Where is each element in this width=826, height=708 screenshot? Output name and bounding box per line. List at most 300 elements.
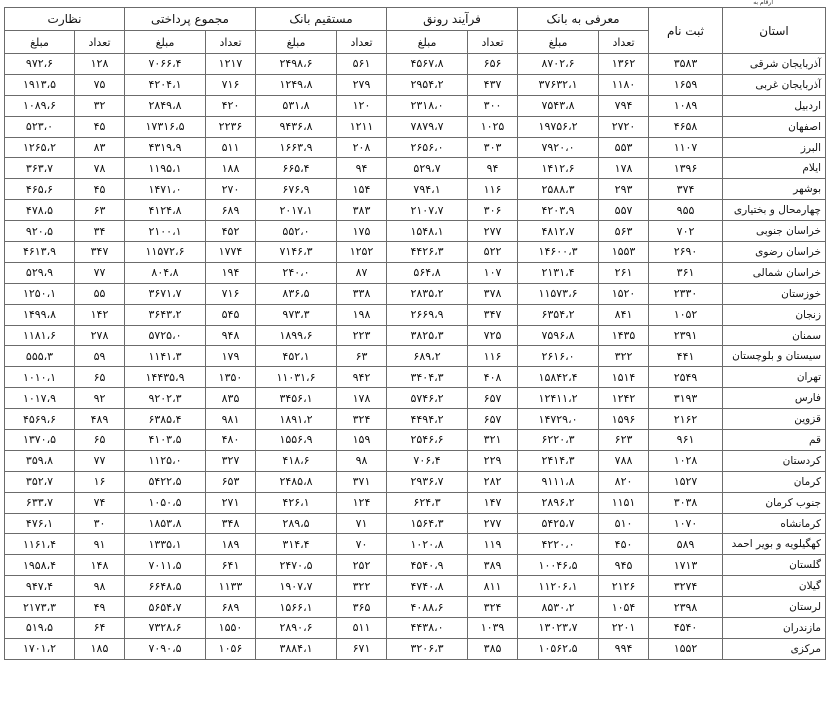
value-cell: ۲۷۷	[468, 221, 518, 242]
province-cell: جنوب کرمان	[723, 492, 826, 513]
value-cell: ۷۰۶۶،۴	[125, 54, 206, 75]
value-cell: ۴۸۰	[206, 430, 256, 451]
province-cell: البرز	[723, 137, 826, 158]
value-cell: ۱۴۹۹،۸	[5, 304, 75, 325]
value-cell: ۸۳۶،۵	[256, 283, 337, 304]
value-cell: ۱۰۳۹	[468, 618, 518, 639]
value-cell: ۹۴۵	[599, 555, 649, 576]
count-header: تعداد	[599, 31, 649, 54]
value-cell: ۷۲۵	[468, 325, 518, 346]
value-cell: ۲۳۹۱	[649, 325, 723, 346]
value-cell: ۱۰۵۶۲،۵	[518, 638, 599, 659]
value-cell: ۵۵۳	[599, 137, 649, 158]
value-cell: ۱۷۰۱،۲	[5, 638, 75, 659]
value-cell: ۴۲۶،۱	[256, 492, 337, 513]
value-cell: ۴۶۱۳،۹	[5, 242, 75, 263]
value-cell: ۷۸۷۹،۷	[387, 116, 468, 137]
value-cell: ۱۰۷	[468, 262, 518, 283]
province-cell: اصفهان	[723, 116, 826, 137]
value-cell: ۳۶۴۳،۲	[125, 304, 206, 325]
value-cell: ۱۹۴	[206, 262, 256, 283]
value-cell: ۱۲۵۰،۱	[5, 283, 75, 304]
value-cell: ۱۵۵۶،۹	[256, 430, 337, 451]
value-cell: ۳۸۲۵،۳	[387, 325, 468, 346]
value-cell: ۹۱۱۱،۸	[518, 471, 599, 492]
value-cell: ۴۰۸	[468, 367, 518, 388]
value-cell: ۴۵۰	[599, 534, 649, 555]
value-cell: ۷۸	[75, 158, 125, 179]
value-cell: ۲۵۴۶،۶	[387, 430, 468, 451]
province-cell: سیستان و بلوچستان	[723, 346, 826, 367]
value-cell: ۴۱۲۴،۸	[125, 200, 206, 221]
value-cell: ۳۴۷	[468, 304, 518, 325]
value-cell: ۶۵۶	[468, 54, 518, 75]
value-cell: ۱۵۲۷	[649, 471, 723, 492]
value-cell: ۵۷۲۵،۰	[125, 325, 206, 346]
value-cell: ۱۸۹	[206, 534, 256, 555]
value-cell: ۳۴	[75, 221, 125, 242]
provinces-table	[4, 7, 826, 660]
value-cell: ۱۳۷۰،۵	[5, 430, 75, 451]
value-cell: ۱۱۹۵،۱	[125, 158, 206, 179]
value-cell: ۱۱۶۱،۴	[5, 534, 75, 555]
value-cell: ۱۰۸۹	[649, 95, 723, 116]
value-cell: ۲۴۰،۰	[256, 262, 337, 283]
value-cell: ۲۲۳	[337, 325, 387, 346]
value-cell: ۳۸۵	[468, 638, 518, 659]
group-header-bank-referral: معرفی به بانک	[518, 8, 649, 31]
value-cell: ۷۰۶،۴	[387, 450, 468, 471]
group-header-row	[5, 8, 826, 31]
value-cell: ۳۷۸	[468, 283, 518, 304]
table-row	[5, 450, 826, 471]
value-cell: ۱۵۵۲	[649, 638, 723, 659]
table-row	[5, 638, 826, 659]
value-cell: ۱۰۲۵	[468, 116, 518, 137]
value-cell: ۱۹۷۵۶،۲	[518, 116, 599, 137]
value-cell: ۴۵۴۰،۹	[387, 555, 468, 576]
value-cell: ۱۱۵۱	[599, 492, 649, 513]
value-cell: ۱۷۸	[337, 388, 387, 409]
value-cell: ۴۴۱	[649, 346, 723, 367]
value-cell: ۲۹۳	[599, 179, 649, 200]
table-row	[5, 221, 826, 242]
value-cell: ۲۱۶۲	[649, 409, 723, 430]
value-cell: ۲۱۳۱،۴	[518, 262, 599, 283]
value-cell: ۹۴۲	[337, 367, 387, 388]
value-cell: ۱۴۶۰۰،۳	[518, 242, 599, 263]
value-cell: ۱۰۷۰	[649, 513, 723, 534]
value-cell: ۵۶۳	[599, 221, 649, 242]
value-cell: ۹۸	[337, 450, 387, 471]
province-cell: خراسان جنوبی	[723, 221, 826, 242]
value-cell: ۳۷۶۳۲،۱	[518, 74, 599, 95]
table-row	[5, 388, 826, 409]
value-cell: ۱۱۸۱،۶	[5, 325, 75, 346]
value-cell: ۷۰	[337, 534, 387, 555]
value-cell: ۱۲۶۵،۲	[5, 137, 75, 158]
value-cell: ۲۸۴۹،۸	[125, 95, 206, 116]
value-cell: ۴۵۲	[206, 221, 256, 242]
value-cell: ۳۸۹	[468, 555, 518, 576]
amount-header: مبلغ	[5, 31, 75, 54]
value-cell: ۲۲۰۱	[599, 618, 649, 639]
province-header: استان	[723, 8, 826, 54]
value-cell: ۹۵۵	[649, 200, 723, 221]
value-cell: ۱۲۴۹،۸	[256, 74, 337, 95]
value-cell: ۱۲۴	[337, 492, 387, 513]
value-cell: ۲۷۷	[468, 513, 518, 534]
value-cell: ۲۴۱۴،۳	[518, 450, 599, 471]
value-cell: ۳۰۶	[468, 200, 518, 221]
value-cell: ۴۴۹۴،۲	[387, 409, 468, 430]
value-cell: ۵۱۱	[206, 137, 256, 158]
value-cell: ۴۵۶۷،۸	[387, 54, 468, 75]
value-cell: ۱۱۲۵،۰	[125, 450, 206, 471]
table-row	[5, 346, 826, 367]
value-cell: ۴۶۵۸	[649, 116, 723, 137]
value-cell: ۱۴۴۳۵،۹	[125, 367, 206, 388]
province-cell: چهارمحال و بختیاری	[723, 200, 826, 221]
value-cell: ۱۷۸	[599, 158, 649, 179]
table-row	[5, 597, 826, 618]
value-cell: ۲۰۸	[337, 137, 387, 158]
province-cell: مرکزی	[723, 638, 826, 659]
table-row	[5, 158, 826, 179]
value-cell: ۴۵۲،۱	[256, 346, 337, 367]
value-cell: ۱۷۹	[206, 346, 256, 367]
value-cell: ۶۵	[75, 367, 125, 388]
value-cell: ۱۰۱۰،۱	[5, 367, 75, 388]
value-cell: ۴۷۸،۵	[5, 200, 75, 221]
value-cell: ۲۴۹۸،۶	[256, 54, 337, 75]
value-cell: ۵۲۹،۹	[5, 262, 75, 283]
count-header: تعداد	[468, 31, 518, 54]
value-cell: ۱۵۸۴۲،۴	[518, 367, 599, 388]
value-cell: ۳۵۲،۷	[5, 471, 75, 492]
value-cell: ۵۱۱	[337, 618, 387, 639]
table-row	[5, 534, 826, 555]
table-row	[5, 95, 826, 116]
value-cell: ۳۲۴	[468, 597, 518, 618]
value-cell: ۶۵	[75, 430, 125, 451]
value-cell: ۳۲۲	[599, 346, 649, 367]
value-cell: ۵۳۱،۸	[256, 95, 337, 116]
value-cell: ۷۹۴،۱	[387, 179, 468, 200]
value-cell: ۱۹۸	[337, 304, 387, 325]
value-cell: ۱۱۸۰	[599, 74, 649, 95]
value-cell: ۲۸۲	[468, 471, 518, 492]
table-row	[5, 54, 826, 75]
table-row	[5, 471, 826, 492]
value-cell: ۱۰۲۰،۸	[387, 534, 468, 555]
value-cell: ۷۳۲۸،۶	[125, 618, 206, 639]
province-cell: زنجان	[723, 304, 826, 325]
value-cell: ۱۸۹۹،۶	[256, 325, 337, 346]
value-cell: ۱۴۲	[75, 304, 125, 325]
value-cell: ۱۱۶	[468, 346, 518, 367]
value-cell: ۲۸۹۰،۶	[256, 618, 337, 639]
value-cell: ۷۹۲۰،۰	[518, 137, 599, 158]
value-cell: ۲۸۹۶،۲	[518, 492, 599, 513]
value-cell: ۳۲۱	[468, 430, 518, 451]
value-cell: ۱۲۴۱۱،۲	[518, 388, 599, 409]
province-cell: بوشهر	[723, 179, 826, 200]
value-cell: ۱۷۷۴	[206, 242, 256, 263]
value-cell: ۳۸۸۴،۱	[256, 638, 337, 659]
province-cell: قم	[723, 430, 826, 451]
table-row	[5, 409, 826, 430]
table-row	[5, 242, 826, 263]
value-cell: ۱۲۸	[75, 54, 125, 75]
value-cell: ۲۷۱	[206, 492, 256, 513]
value-cell: ۲۵۲	[337, 555, 387, 576]
value-cell: ۱۲۰	[337, 95, 387, 116]
table-row	[5, 74, 826, 95]
value-cell: ۲۸۹،۵	[256, 513, 337, 534]
value-cell: ۱۹۵۸،۴	[5, 555, 75, 576]
value-cell: ۸۳۵	[206, 388, 256, 409]
province-cell: کرمانشاه	[723, 513, 826, 534]
table-row	[5, 137, 826, 158]
value-cell: ۷۸۸	[599, 450, 649, 471]
value-cell: ۵۴۵	[206, 304, 256, 325]
value-cell: ۹۷۳،۳	[256, 304, 337, 325]
value-cell: ۳۸۳	[337, 200, 387, 221]
province-cell: کردستان	[723, 450, 826, 471]
value-cell: ۱۵۵۰	[206, 618, 256, 639]
value-cell: ۹۲	[75, 388, 125, 409]
value-cell: ۵۵۲،۰	[256, 221, 337, 242]
value-cell: ۶۳	[337, 346, 387, 367]
value-cell: ۱۷۱۳	[649, 555, 723, 576]
table-row	[5, 430, 826, 451]
count-header: تعداد	[337, 31, 387, 54]
value-cell: ۲۶۱۶،۰	[518, 346, 599, 367]
province-cell: خوزستان	[723, 283, 826, 304]
value-cell: ۱۱۶	[468, 179, 518, 200]
value-cell: ۱۳۶۲	[599, 54, 649, 75]
value-cell: ۱۱۰۷	[649, 137, 723, 158]
value-cell: ۱۵۹	[337, 430, 387, 451]
amount-header: مبلغ	[256, 31, 337, 54]
value-cell: ۳۶۵	[337, 597, 387, 618]
value-cell: ۹۸۱	[206, 409, 256, 430]
value-cell: ۶۴	[75, 618, 125, 639]
province-cell: سمنان	[723, 325, 826, 346]
value-cell: ۹۴	[468, 158, 518, 179]
value-cell: ۷۹۴	[599, 95, 649, 116]
value-cell: ۳۶۷۱،۷	[125, 283, 206, 304]
value-cell: ۲۲۳۶	[206, 116, 256, 137]
value-cell: ۹۴۳۶،۸	[256, 116, 337, 137]
value-cell: ۱۴۱۲،۶	[518, 158, 599, 179]
table-row	[5, 116, 826, 137]
value-cell: ۳۶۳،۷	[5, 158, 75, 179]
value-cell: ۱۰۲۸	[649, 450, 723, 471]
value-cell: ۶۶۵،۴	[256, 158, 337, 179]
value-cell: ۸۵۳۰،۲	[518, 597, 599, 618]
value-cell: ۴۸۹	[75, 409, 125, 430]
value-cell: ۱۵۴۸،۱	[387, 221, 468, 242]
province-cell: کرمان	[723, 471, 826, 492]
value-cell: ۱۱۳۳	[206, 576, 256, 597]
value-cell: ۳۲۷	[206, 450, 256, 471]
value-cell: ۱۱۹	[468, 534, 518, 555]
province-cell: خراسان رضوی	[723, 242, 826, 263]
table-row	[5, 513, 826, 534]
province-cell: خراسان شمالی	[723, 262, 826, 283]
value-cell: ۱۵۶۶،۱	[256, 597, 337, 618]
value-cell: ۳۲۰۶،۳	[387, 638, 468, 659]
value-cell: ۳۷۴	[649, 179, 723, 200]
group-header-rownagh-process: فرآیند رونق	[387, 8, 518, 31]
value-cell: ۱۲۱۷	[206, 54, 256, 75]
value-cell: ۴۳۱۹،۹	[125, 137, 206, 158]
value-cell: ۷۵۴۳،۸	[518, 95, 599, 116]
value-cell: ۲۹۵۴،۲	[387, 74, 468, 95]
value-cell: ۷۰۹۰،۵	[125, 638, 206, 659]
value-cell: ۳۰۳۸	[649, 492, 723, 513]
value-cell: ۳۴۷	[75, 242, 125, 263]
province-cell: اردبیل	[723, 95, 826, 116]
value-cell: ۸۴۱	[599, 304, 649, 325]
value-cell: ۴۷۴۰،۸	[387, 576, 468, 597]
value-cell: ۱۱۵۷۲،۶	[125, 242, 206, 263]
value-cell: ۹۴۷،۴	[5, 576, 75, 597]
value-cell: ۱۶۶۳،۹	[256, 137, 337, 158]
value-cell: ۹۸	[75, 576, 125, 597]
value-cell: ۳۵۹،۸	[5, 450, 75, 471]
value-cell: ۵۲۹،۷	[387, 158, 468, 179]
value-cell: ۲۷۰	[206, 179, 256, 200]
value-cell: ۱۶	[75, 471, 125, 492]
value-cell: ۱۴۸	[75, 555, 125, 576]
value-cell: ۱۵۵۳	[599, 242, 649, 263]
value-cell: ۴۵۴۰	[649, 618, 723, 639]
value-cell: ۱۷۵	[337, 221, 387, 242]
value-cell: ۶۳۸۵،۴	[125, 409, 206, 430]
value-cell: ۵۴۲۵،۷	[518, 513, 599, 534]
value-cell: ۱۸۵	[75, 638, 125, 659]
value-cell: ۶۳۳،۷	[5, 492, 75, 513]
table-row	[5, 304, 826, 325]
value-cell: ۴۷۶،۱	[5, 513, 75, 534]
value-cell: ۵۵۷	[599, 200, 649, 221]
value-cell: ۱۵۴	[337, 179, 387, 200]
value-cell: ۹۲۰،۵	[5, 221, 75, 242]
value-cell: ۲۳۳۰	[649, 283, 723, 304]
value-cell: ۶۷۱	[337, 638, 387, 659]
value-cell: ۳۲۴	[337, 409, 387, 430]
value-cell: ۶۵۷	[468, 388, 518, 409]
value-cell: ۹۹۴	[599, 638, 649, 659]
value-cell: ۲۷۲۰	[599, 116, 649, 137]
value-cell: ۱۲۱۱	[337, 116, 387, 137]
value-cell: ۱۸۸	[206, 158, 256, 179]
value-cell: ۲۸۳۵،۲	[387, 283, 468, 304]
value-cell: ۳۴۸	[206, 513, 256, 534]
value-cell: ۴۰۸۸،۶	[387, 597, 468, 618]
value-cell: ۱۱۵۷۳،۶	[518, 283, 599, 304]
value-cell: ۱۸۹۱،۲	[256, 409, 337, 430]
value-cell: ۳۵۸۳	[649, 54, 723, 75]
value-cell: ۱۵۹۶	[599, 409, 649, 430]
value-cell: ۳۰۳	[468, 137, 518, 158]
value-cell: ۶۷۶،۹	[256, 179, 337, 200]
value-cell: ۹۱	[75, 534, 125, 555]
value-cell: ۲۲۹	[468, 450, 518, 471]
value-cell: ۹۷۲،۶	[5, 54, 75, 75]
value-cell: ۳۳۸	[337, 283, 387, 304]
value-cell: ۲۳۹۸	[649, 597, 723, 618]
value-cell: ۲۵۸۸،۳	[518, 179, 599, 200]
value-cell: ۲۶۱	[599, 262, 649, 283]
value-cell: ۱۰۰۴۶،۵	[518, 555, 599, 576]
value-cell: ۶۵۷	[468, 409, 518, 430]
value-cell: ۱۲۵۲	[337, 242, 387, 263]
value-cell: ۴۳۷	[468, 74, 518, 95]
table-row	[5, 283, 826, 304]
value-cell: ۲۶۶۹،۹	[387, 304, 468, 325]
value-cell: ۲۹۳۶،۷	[387, 471, 468, 492]
value-cell: ۵۴۲۲،۵	[125, 471, 206, 492]
value-cell: ۵۵۵،۳	[5, 346, 75, 367]
table-row	[5, 555, 826, 576]
value-cell: ۹۲۰۲،۳	[125, 388, 206, 409]
value-cell: ۵۸۹	[649, 534, 723, 555]
value-cell: ۹۶۱	[649, 430, 723, 451]
value-cell: ۱۳۰۲۳،۷	[518, 618, 599, 639]
value-cell: ۷۴	[75, 492, 125, 513]
value-cell: ۶۳	[75, 200, 125, 221]
province-cell: گیلان	[723, 576, 826, 597]
value-cell: ۶۲۴،۳	[387, 492, 468, 513]
table-row	[5, 367, 826, 388]
table-row	[5, 618, 826, 639]
value-cell: ۵۶۱	[337, 54, 387, 75]
value-cell: ۱۰۸۹،۶	[5, 95, 75, 116]
value-cell: ۴۲۰	[206, 95, 256, 116]
value-cell: ۱۱۲۰۶،۱	[518, 576, 599, 597]
value-cell: ۲۳۱۸،۰	[387, 95, 468, 116]
value-cell: ۶۲۳	[599, 430, 649, 451]
value-cell: ۴۹	[75, 597, 125, 618]
value-cell: ۲۰۱۷،۱	[256, 200, 337, 221]
value-cell: ۱۶۵۹	[649, 74, 723, 95]
value-cell: ۱۴۳۵	[599, 325, 649, 346]
value-cell: ۱۱۰۳۱،۶	[256, 367, 337, 388]
value-cell: ۱۳۹۶	[649, 158, 723, 179]
value-cell: ۴۴۲۶،۳	[387, 242, 468, 263]
value-cell: ۱۲۴۲	[599, 388, 649, 409]
amount-header: مبلغ	[518, 31, 599, 54]
value-cell: ۸۱۱	[468, 576, 518, 597]
value-cell: ۳۲	[75, 95, 125, 116]
value-cell: ۴۲۰۴،۱	[125, 74, 206, 95]
value-cell: ۱۹۱۳،۵	[5, 74, 75, 95]
value-cell: ۱۰۱۷،۹	[5, 388, 75, 409]
value-cell: ۶۸۹	[206, 200, 256, 221]
amount-header: مبلغ	[387, 31, 468, 54]
value-cell: ۸۳	[75, 137, 125, 158]
value-cell: ۶۳۵۴،۲	[518, 304, 599, 325]
table-body	[5, 54, 826, 660]
value-cell: ۳۴۵۶،۱	[256, 388, 337, 409]
value-cell: ۵۱۰	[599, 513, 649, 534]
table-row	[5, 179, 826, 200]
value-cell: ۷۵۹۶،۸	[518, 325, 599, 346]
